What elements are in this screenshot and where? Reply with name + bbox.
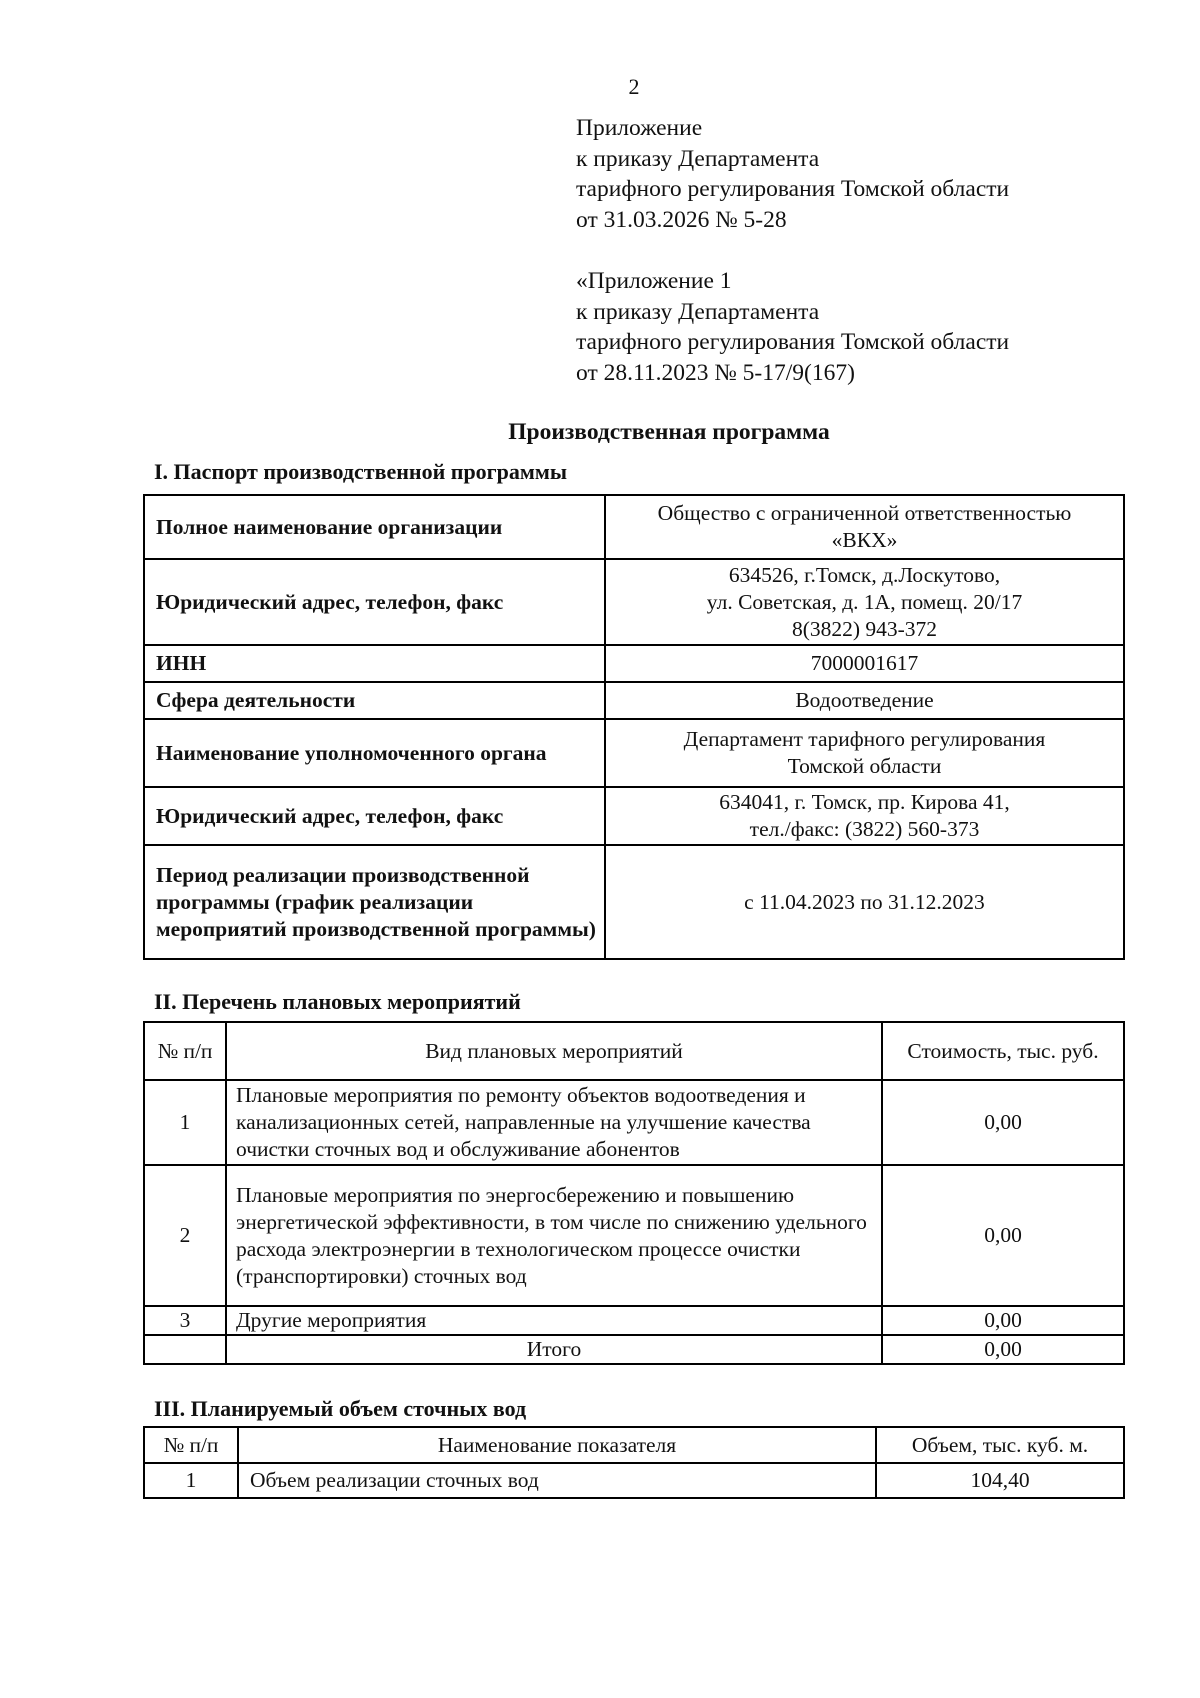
indicator-name: Объем реализации сточных вод — [238, 1463, 876, 1498]
total-label: Итого — [226, 1335, 882, 1364]
table-header-row — [144, 1022, 1124, 1080]
value-line: Общество с ограниченной ответственностью — [657, 501, 1072, 525]
passport-label: Период реализации производственной программы (график реализации мероприятий производственной программы) — [144, 845, 605, 959]
passport-value — [605, 719, 1124, 787]
passport-label: Сфера деятельности — [144, 682, 605, 719]
appendix-line: от 31.03.2026 № 5-28 — [576, 206, 787, 233]
passport-value — [605, 495, 1124, 559]
appendix-header — [576, 113, 1009, 235]
value-line: 634041, г. Томск, пр. Кирова 41, — [719, 790, 1010, 814]
passport-value — [605, 645, 1124, 682]
table-row — [144, 1165, 1124, 1306]
section-3-heading: III. Планируемый объем сточных вод — [154, 1396, 527, 1421]
table-header-row — [144, 1427, 1124, 1463]
table-row — [144, 559, 1124, 645]
column-header-name: Вид плановых мероприятий — [226, 1022, 882, 1080]
passport-value — [605, 559, 1124, 645]
passport-table — [143, 494, 1125, 960]
passport-value — [605, 682, 1124, 719]
row-number: 3 — [144, 1306, 226, 1335]
value-line: Департамент тарифного регулирования — [683, 727, 1046, 751]
value-line: ул. Советская, д. 1А, помещ. 20/17 — [706, 589, 1023, 614]
value-line: Томской области — [787, 754, 942, 778]
measure-cost: 0,00 — [882, 1165, 1124, 1306]
value-line: «ВКХ» — [831, 528, 898, 552]
measure-name: Другие мероприятия — [226, 1306, 882, 1335]
table-row — [144, 1463, 1124, 1498]
table-row — [144, 645, 1124, 682]
column-header-num: № п/п — [144, 1022, 226, 1080]
volume-table — [143, 1426, 1125, 1499]
appendix-line: к приказу Департамента — [576, 298, 820, 325]
value-line: 8(3822) 943-372 — [791, 616, 938, 641]
appendix-line: тарифного регулирования Томской области — [576, 329, 1010, 355]
appendix-line: «Приложение 1 — [576, 268, 732, 294]
section-2-heading: II. Перечень плановых мероприятий — [154, 989, 521, 1014]
passport-label: Юридический адрес, телефон, факс — [144, 787, 605, 845]
appendix-line: Приложение — [576, 115, 703, 141]
row-number: 1 — [144, 1080, 226, 1165]
table-row — [144, 719, 1124, 787]
passport-label: Наименование уполномоченного органа — [144, 719, 605, 787]
table-total-row — [144, 1335, 1124, 1364]
measure-name: Плановые мероприятия по ремонту объектов водоотведения и канализационных сетей, направленные на улучшение качества очистки сточных вод и обслуживание абонентов — [226, 1080, 882, 1165]
empty-cell — [144, 1335, 226, 1364]
value-line: 7000001617 — [810, 651, 919, 675]
measure-cost: 0,00 — [882, 1306, 1124, 1335]
page-number: 2 — [628, 74, 640, 99]
column-header-volume: Объем, тыс. куб. м. — [876, 1427, 1124, 1463]
table-row — [144, 787, 1124, 845]
measures-table — [143, 1021, 1125, 1365]
row-number: 1 — [144, 1463, 238, 1498]
document-title: Производственная программа — [508, 419, 830, 445]
column-header-num: № п/п — [144, 1427, 238, 1463]
indicator-volume: 104,40 — [876, 1463, 1124, 1498]
table-row — [144, 845, 1124, 959]
value-line: тел./факс: (3822) 560-373 — [749, 817, 980, 841]
column-header-name: Наименование показателя — [238, 1427, 876, 1463]
original-appendix-header — [576, 266, 1009, 388]
table-row — [144, 495, 1124, 559]
passport-label: Юридический адрес, телефон, факс — [144, 559, 605, 645]
column-header-cost: Стоимость, тыс. руб. — [882, 1022, 1124, 1080]
table-row — [144, 682, 1124, 719]
passport-value — [605, 845, 1124, 959]
value-line: Водоотведение — [795, 688, 934, 712]
passport-label: ИНН — [144, 645, 605, 682]
row-number: 2 — [144, 1165, 226, 1306]
measure-cost: 0,00 — [882, 1080, 1124, 1165]
value-line: с 11.04.2023 по 31.12.2023 — [744, 889, 985, 914]
appendix-line: тарифного регулирования Томской области — [576, 176, 1010, 202]
total-cost: 0,00 — [882, 1335, 1124, 1364]
table-row — [144, 1080, 1124, 1165]
appendix-line: к приказу Департамента — [576, 145, 820, 172]
section-1-heading: I. Паспорт производственной программы — [154, 459, 568, 484]
appendix-line: от 28.11.2023 № 5-17/9(167) — [576, 359, 855, 386]
passport-value — [605, 787, 1124, 845]
passport-label: Полное наименование организации — [144, 495, 605, 559]
value-line: 634526, г.Томск, д.Лоскутово, — [728, 562, 1001, 587]
table-row — [144, 1306, 1124, 1335]
measure-name: Плановые мероприятия по энергосбережению и повышению энергетической эффективности, в том числе по снижению удельного расхода электроэнергии в технологическом процессе очистки (транспортировки) сточных вод — [226, 1165, 882, 1306]
